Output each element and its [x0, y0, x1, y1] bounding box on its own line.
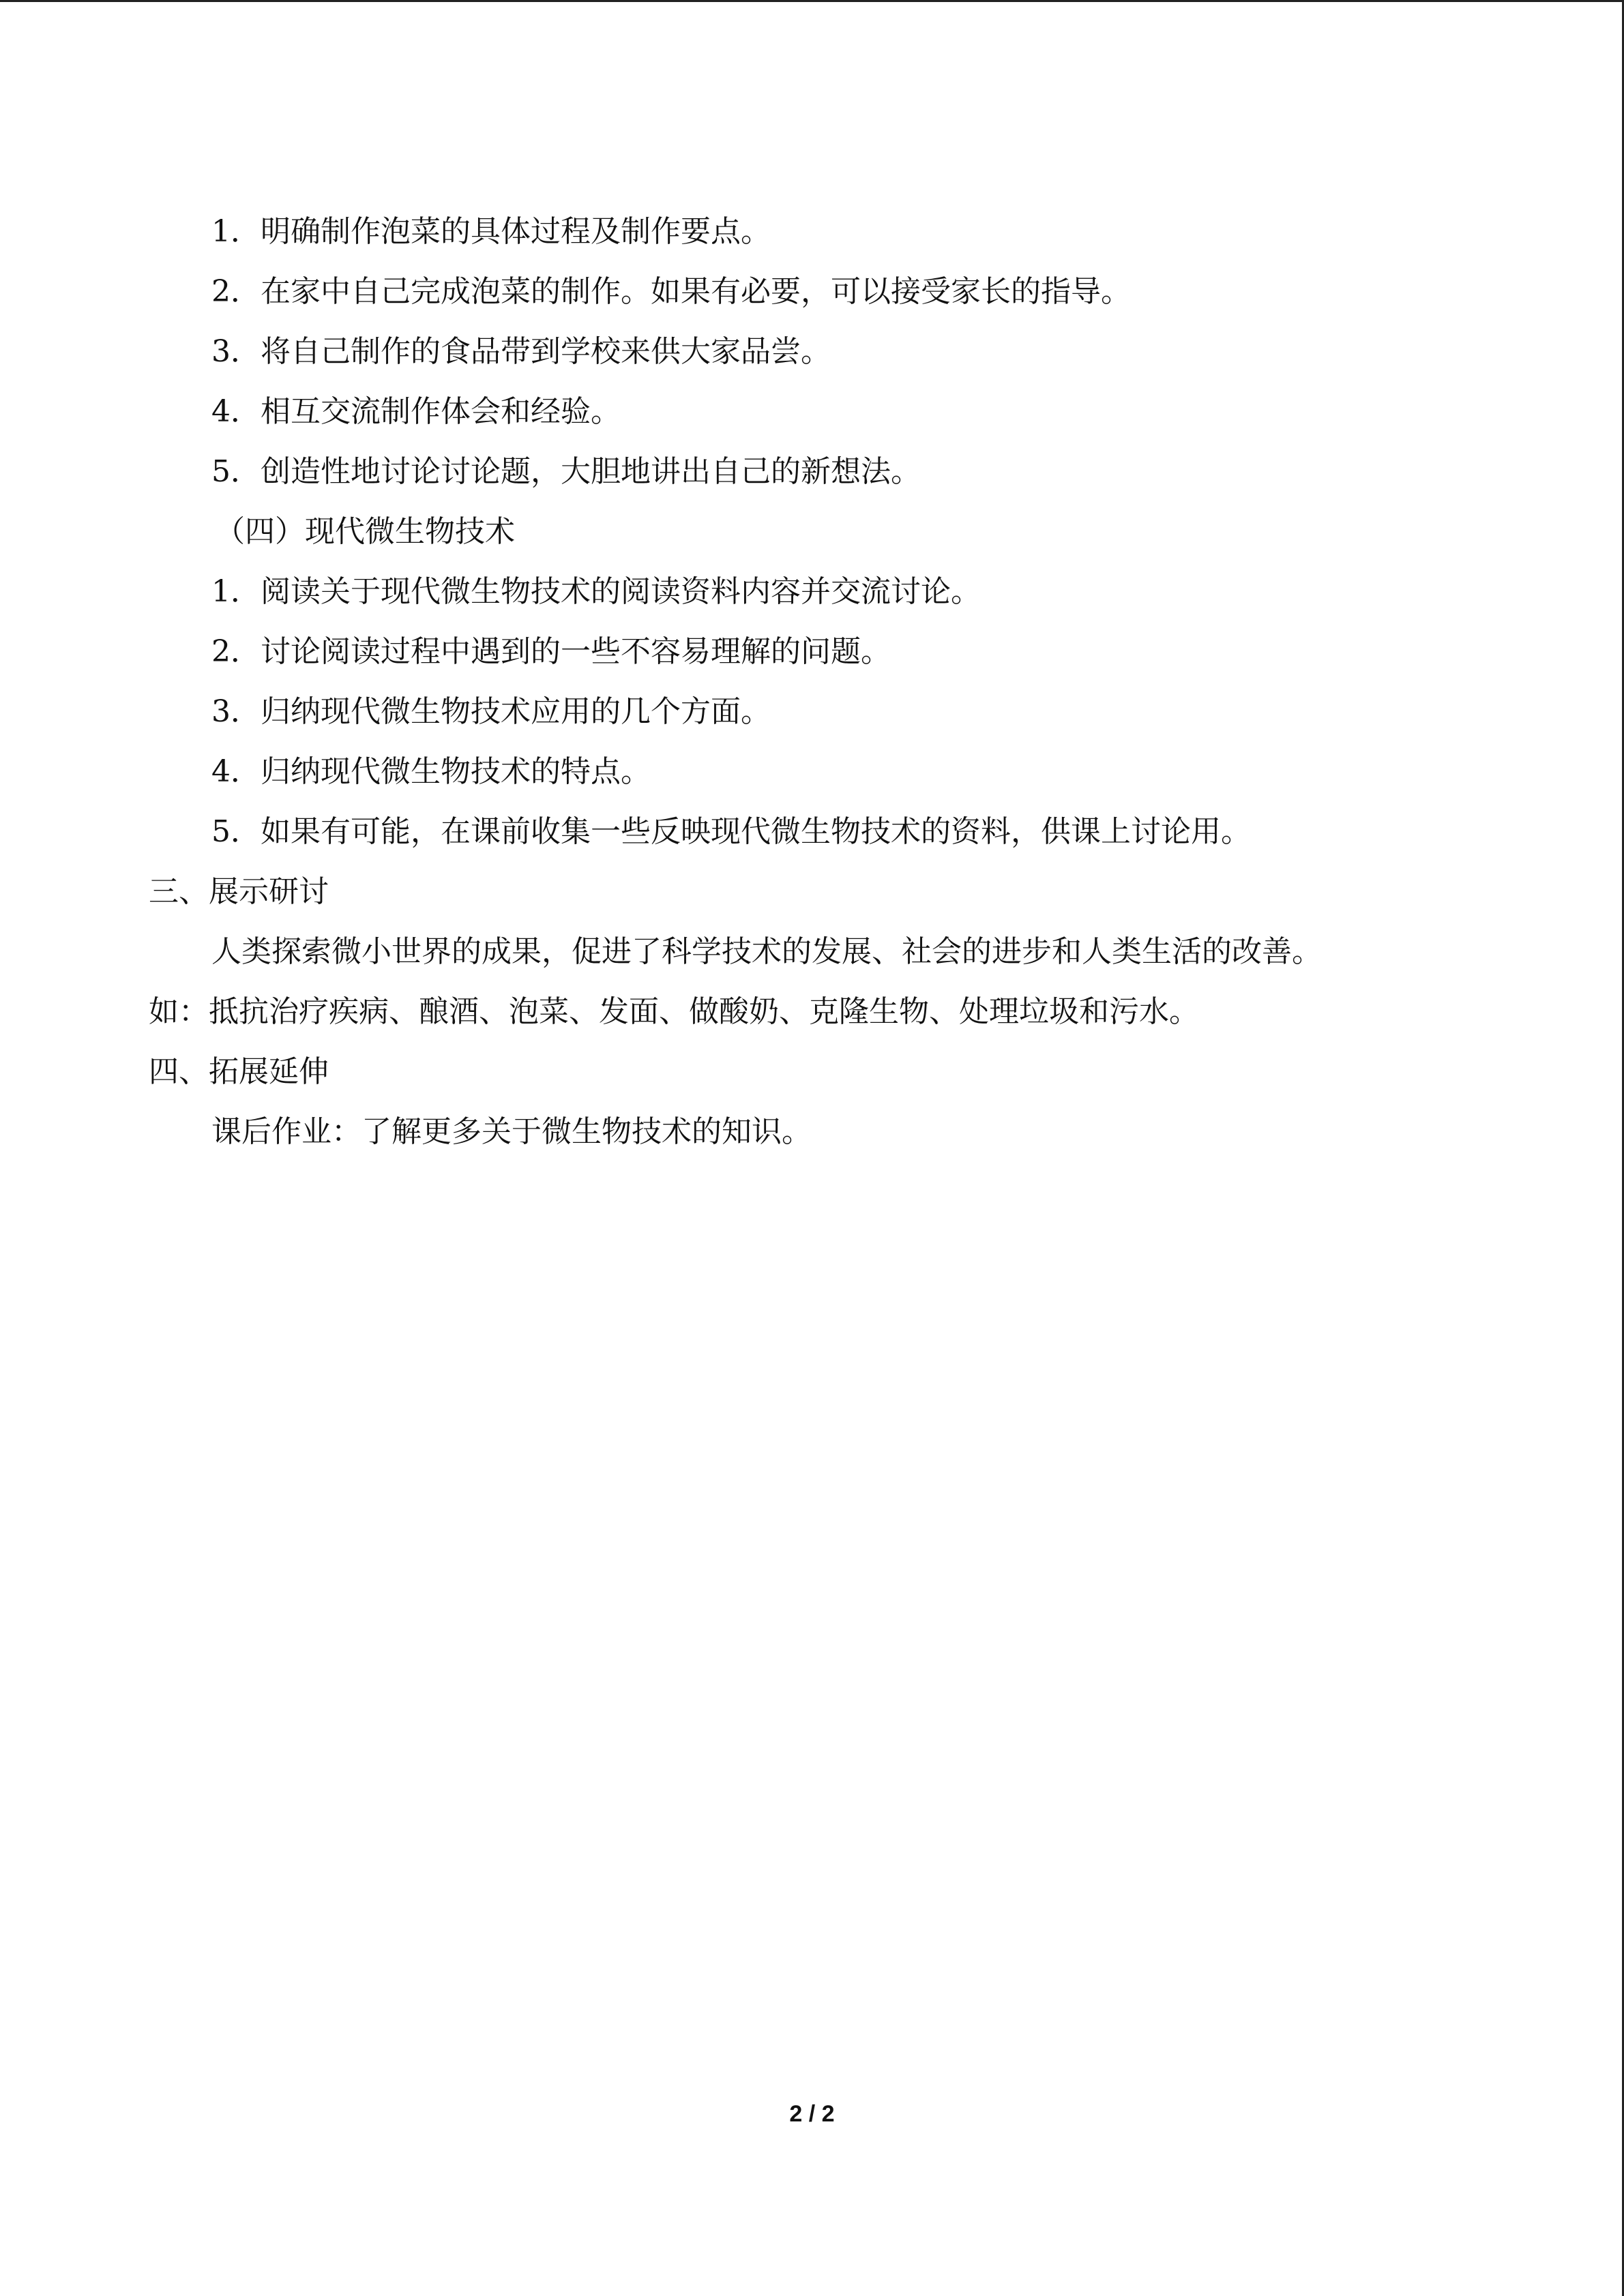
homework-line: 课后作业：了解更多关于微生物技术的知识。: [211, 1114, 812, 1149]
step-line-3: 3．将自己制作的食品带到学校来供大家品尝。: [211, 334, 831, 369]
step-line-2: 2．在家中自己完成泡菜的制作。如果有必要，可以接受家长的指导。: [211, 274, 1131, 309]
page-number: 2 / 2: [789, 2101, 835, 2127]
section-heading-three: 三、展示研讨: [149, 874, 329, 909]
tech-line-2: 2．讨论阅读过程中遇到的一些不容易理解的问题。: [211, 634, 891, 669]
subsection-heading: （四）现代微生物技术: [215, 514, 515, 549]
tech-line-4: 4．归纳现代微生物技术的特点。: [211, 754, 651, 789]
tech-line-3: 3．归纳现代微生物技术应用的几个方面。: [211, 694, 771, 729]
tech-line-1: 1．阅读关于现代微生物技术的阅读资料内容并交流讨论。: [211, 574, 981, 609]
discussion-paragraph-line-1: 人类探索微小世界的成果，促进了科学技术的发展、社会的进步和人类生活的改善。: [211, 934, 1322, 969]
step-line-5: 5．创造性地讨论讨论题，大胆地讲出自己的新想法。: [211, 454, 921, 489]
step-line-1: 1．明确制作泡菜的具体过程及制作要点。: [211, 214, 771, 249]
discussion-paragraph-line-2: 如：抵抗治疗疾病、酿酒、泡菜、发面、做酸奶、克隆生物、处理垃圾和污水。: [149, 994, 1199, 1029]
step-line-4: 4．相互交流制作体会和经验。: [211, 394, 621, 429]
section-heading-four: 四、拓展延伸: [149, 1054, 329, 1089]
tech-line-5: 5．如果有可能，在课前收集一些反映现代微生物技术的资料，供课上讨论用。: [211, 814, 1251, 849]
